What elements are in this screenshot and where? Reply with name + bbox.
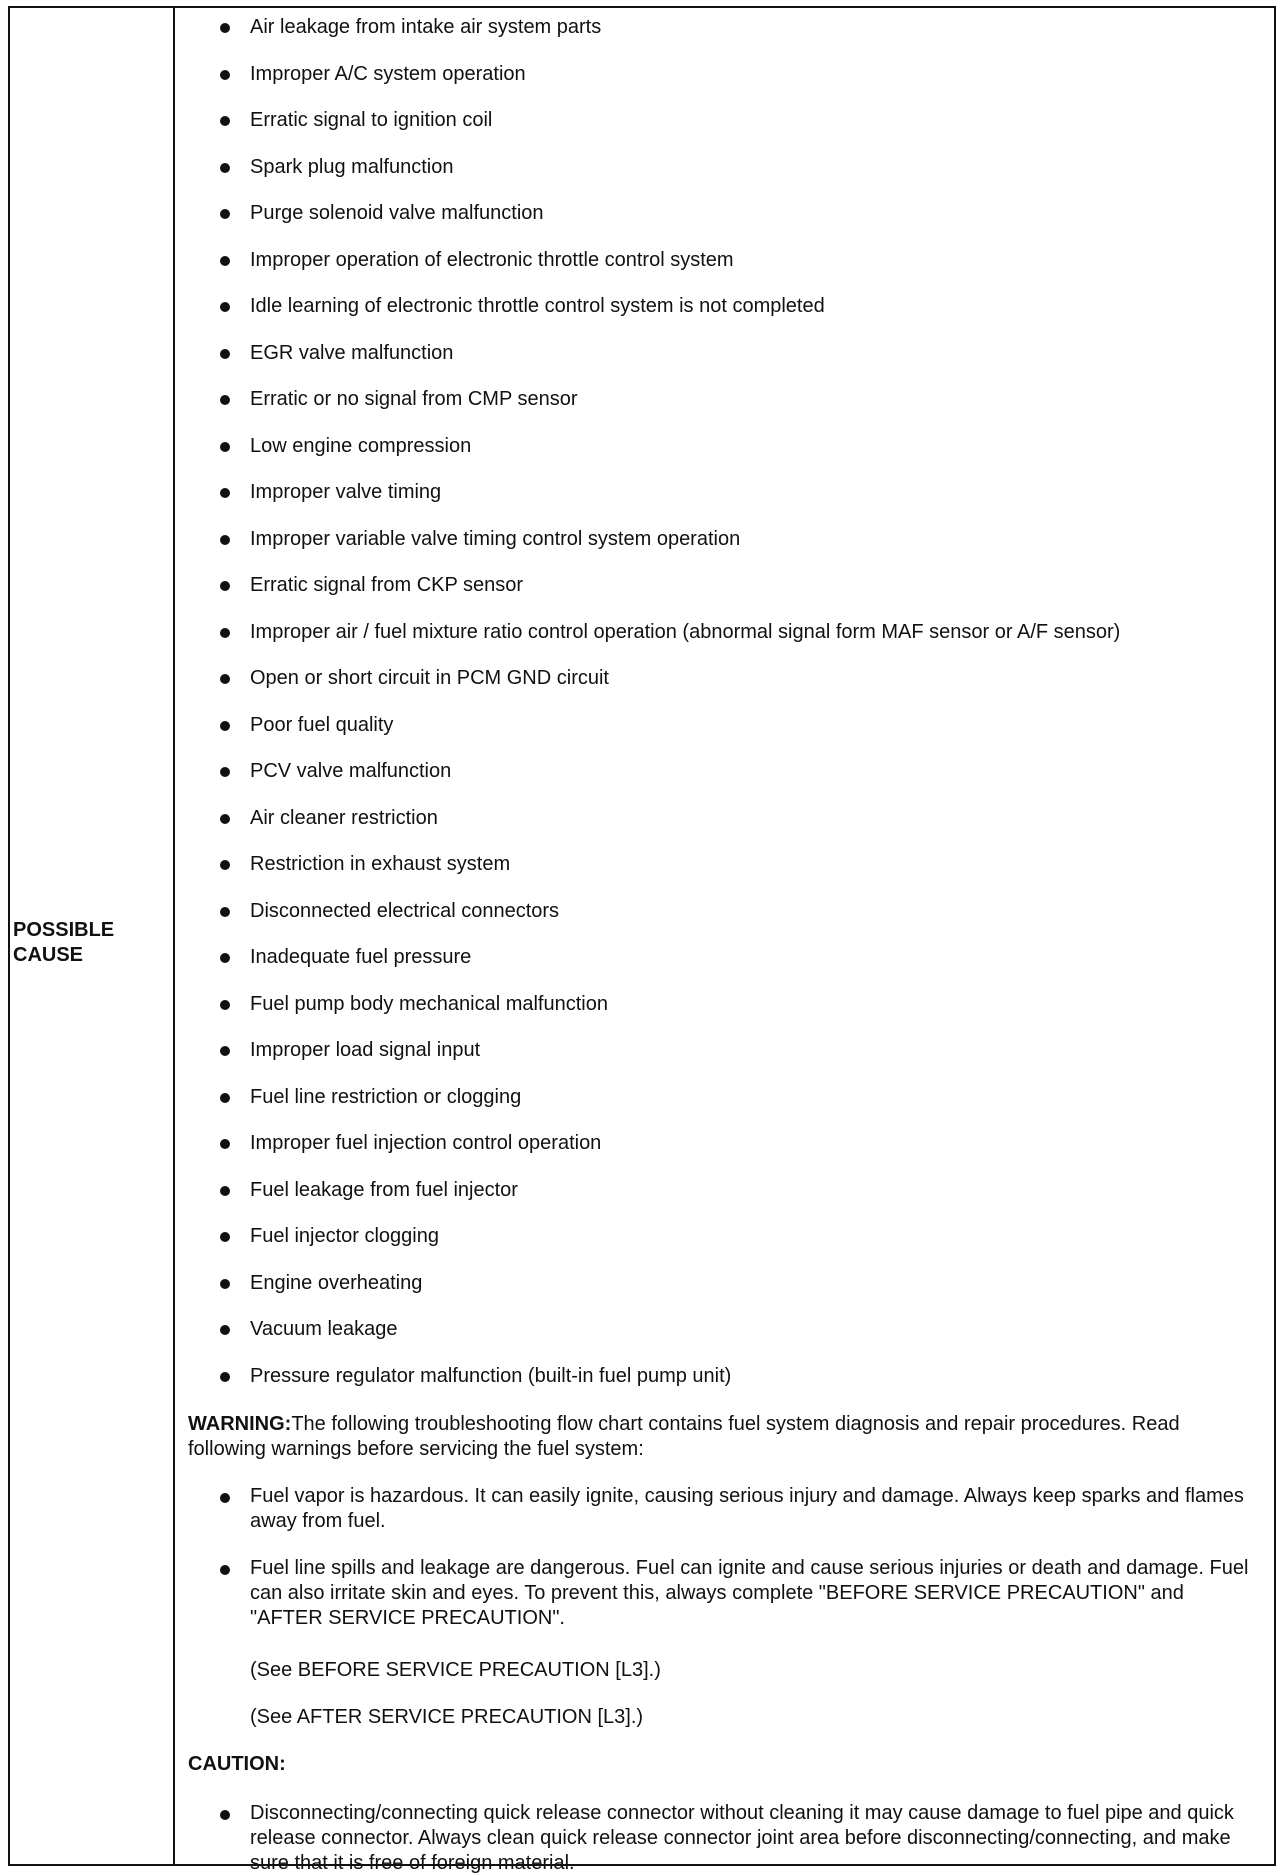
bullet-icon [220,1372,230,1382]
cause-item [175,1224,1274,1271]
bullet-icon [220,767,230,777]
bullet-icon [220,116,230,126]
cause-text: Erratic signal from CKP sensor [250,574,524,596]
diagnosis-table [8,6,1276,1874]
bullet-icon [220,1186,230,1196]
cause-item [175,899,1274,946]
cause-text: Air cleaner restriction [250,806,438,829]
label-cell [10,8,175,1864]
bullet-icon [220,256,230,266]
bullet-icon [220,1139,230,1149]
caution-heading [188,1752,286,1777]
cause-item [175,15,1274,62]
bullet-icon [220,628,230,638]
cause-text: Vacuum leakage [250,1318,398,1340]
cause-item [175,945,1274,992]
bullet-icon [220,535,230,545]
bullet-icon [220,163,230,173]
cause-item [175,480,1274,527]
caution-item-text: Disconnecting/connecting quick release connector without cleaning it may cause damage to fuel pipe and quick release connector. Always clean quick release connector joint area before disconnecting/connecting, and make sure that it is free of foreign material. [250,1802,1234,1874]
bullet-icon [220,674,230,684]
bullet-icon [220,349,230,359]
cause-item [175,341,1274,388]
bullet-icon [220,1000,230,1010]
warning-label: WARNING: [188,1413,292,1435]
cause-item [175,527,1274,574]
cause-item [175,62,1274,109]
cause-text: Poor fuel quality [250,713,394,736]
cause-item [175,852,1274,899]
bullet-icon [220,860,230,870]
bullet-icon [220,1493,230,1503]
cause-text: Improper fuel injection control operation [250,1132,602,1154]
bullet-icon [220,1232,230,1242]
cause-item [175,806,1274,853]
cause-text: Disconnected electrical connectors [250,899,560,922]
cause-text: PCV valve malfunction [250,760,452,782]
cause-text: Pressure regulator malfunction (built-in fuel pump unit) [250,1364,732,1387]
reference-before-service: (See BEFORE SERVICE PRECAUTION [L3].) [250,1659,661,1681]
cause-item [175,108,1274,155]
bullet-icon [220,442,230,452]
bullet-icon [220,1810,230,1820]
cause-text: Spark plug malfunction [250,155,454,178]
cause-text: Improper air / fuel mixture ratio control operation (abnormal signal form MAF sensor or A/F sensor) [250,620,1121,643]
reference-after-service: (See AFTER SERVICE PRECAUTION [L3].) [250,1706,644,1728]
bullet-icon [220,1093,230,1103]
cause-item [175,1038,1274,1085]
cause-text: Fuel line restriction or clogging [250,1085,522,1108]
cause-item [175,1364,1274,1411]
warning-paragraph [188,1412,1248,1462]
cause-item [175,248,1274,295]
bullet-icon [220,907,230,917]
possible-cause-label: POSSIBLE CAUSE [13,919,115,966]
cause-item [175,1131,1274,1178]
cause-text: Improper valve timing [250,481,442,503]
cause-item [175,201,1274,248]
bullet-icon [220,953,230,963]
cause-item [175,1178,1274,1225]
cause-item [175,759,1274,806]
cause-text: Purge solenoid valve malfunction [250,202,544,224]
cause-item [175,155,1274,202]
cause-text: Improper variable valve timing control system operation [250,527,741,550]
warning-text: The following troubleshooting flow chart contains fuel system diagnosis and repair procedures. Read following warnings before servicing the fuel system: [188,1413,1180,1460]
cause-item [175,1085,1274,1132]
warning-item-text: Fuel vapor is hazardous. It can easily ignite, causing serious injury and damage. Always keep sparks and flames away from fuel. [250,1485,1244,1532]
cause-item [175,573,1274,620]
cause-text: Open or short circuit in PCM GND circuit [250,667,609,689]
bullet-icon [220,1046,230,1056]
cause-text: Improper load signal input [250,1039,481,1061]
bullet-icon [220,721,230,731]
cause-text: Engine overheating [250,1271,423,1294]
content-cell [175,8,1274,1874]
cause-text: Inadequate fuel pressure [250,946,472,968]
cause-text: Air leakage from intake air system parts [250,16,602,38]
cause-item [175,1317,1274,1364]
cause-item [175,666,1274,713]
cause-list [175,15,1274,1410]
cause-item [175,620,1274,667]
cause-text: Erratic signal to ignition coil [250,109,493,131]
bullet-icon [220,814,230,824]
bullet-icon [220,1565,230,1575]
bullet-icon [220,209,230,219]
caution-label: CAUTION: [188,1753,286,1775]
cause-item [175,1271,1274,1318]
cause-text: Fuel pump body mechanical malfunction [250,992,608,1015]
cause-text: Improper operation of electronic throttle control system [250,248,734,271]
cause-text: Low engine compression [250,434,472,457]
cause-text: Restriction in exhaust system [250,853,511,875]
cause-item [175,294,1274,341]
cause-text: EGR valve malfunction [250,341,454,364]
bullet-icon [220,23,230,33]
cause-item [175,713,1274,760]
cause-item [175,387,1274,434]
cause-text: Erratic or no signal from CMP sensor [250,388,578,410]
cause-item [175,434,1274,481]
cause-text: Idle learning of electronic throttle control system is not completed [250,295,825,317]
cause-text: Fuel injector clogging [250,1225,439,1247]
warning-item-text: Fuel line spills and leakage are dangerous. Fuel can ignite and cause serious injuries or death and damage. Fuel can also irritate skin and eyes. To prevent this, always complete "BEFORE SERVICE PRECAUTION" and "AFTER SERVICE PRECAUTION". [250,1557,1249,1629]
cause-text: Improper A/C system operation [250,62,526,85]
bullet-icon [220,302,230,312]
bullet-icon [220,1325,230,1335]
bullet-icon [220,488,230,498]
cause-text: Fuel leakage from fuel injector [250,1178,518,1201]
bullet-icon [220,395,230,405]
bullet-icon [220,1279,230,1289]
cause-item [175,992,1274,1039]
bullet-icon [220,70,230,80]
bullet-icon [220,581,230,591]
